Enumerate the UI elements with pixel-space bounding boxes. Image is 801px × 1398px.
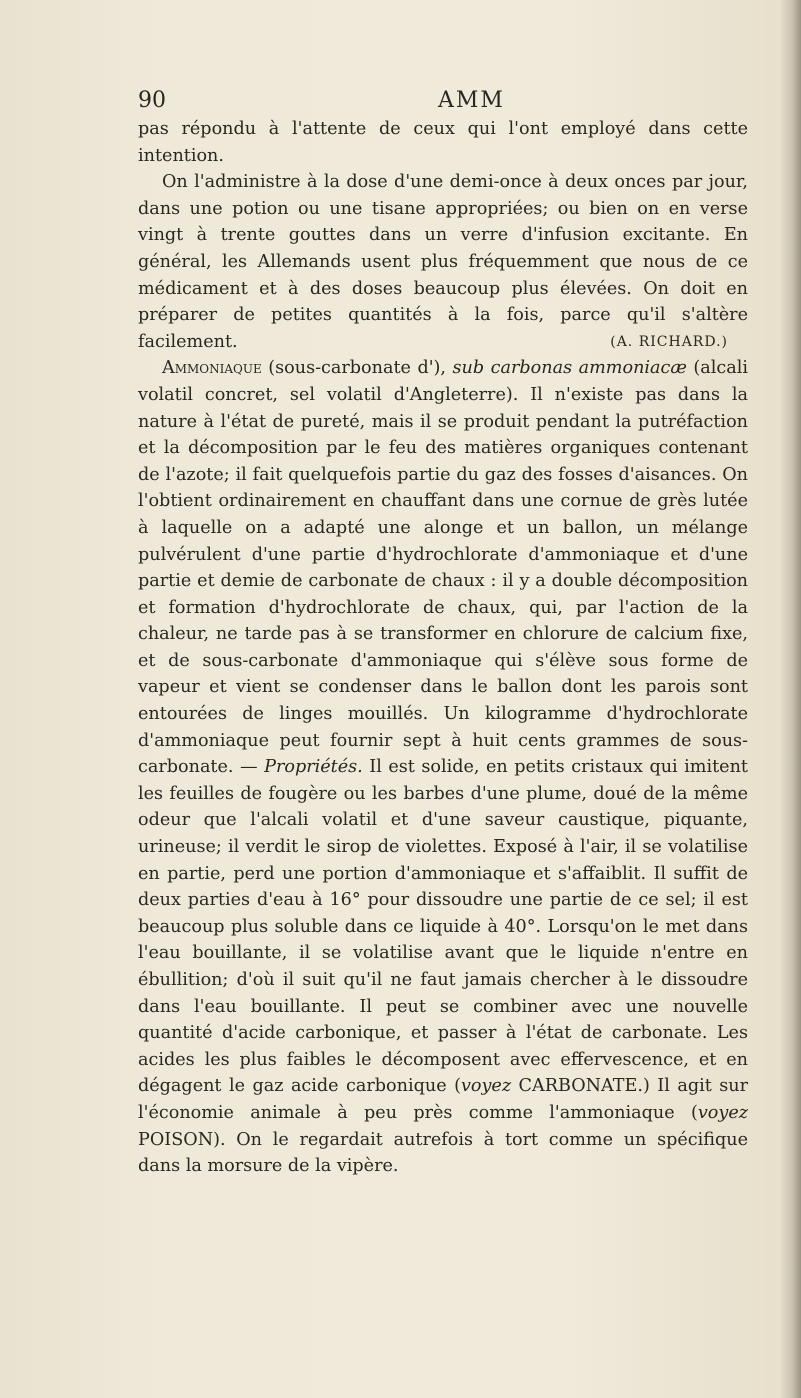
paragraph-dosage — [138, 169, 748, 355]
entry-term: Ammoniaque — [162, 358, 262, 379]
body-text — [138, 116, 748, 1180]
entry-text-d: ) Il agit sur l'économie animale à peu près comme l'ammoniaque ( — [138, 1076, 749, 1123]
entry-text-b: (alcali volatil concret, sel volatil d'Angleterre). Il n'existe pas dans la nature à l'état de pureté, mais il se produit pendant la putréfaction et la décomposition par le feu des matières organiques contenant de l'azote; il fait quelquefois partie du gaz des fosses d'aisances. On l'obtient ordinairement en chauffant dans une cornue de grès lutée à laquelle on a adapté une alonge et un ballon, un mélange pulvérulent d'une partie d'hydrochlorate d'ammoniaque et d'une partie et demie de carbonate de chaux : il y a double décomposition et formation d'hydrochlorate de chaux, qui, par l'action de la chaleur, ne tarde pas à se transformer en chlorure de calcium fixe, et de sous-carbonate d'ammoniaque qui s'élève sous forme de vapeur et vient se condenser dans le ballon dont les parois sont entourées de linges mouillés. Un kilogramme d'hydrochlorate d'ammoniaque peut fournir sept à huit cents grammes de sous-carbonate. — — [138, 358, 748, 778]
paragraph-continuation: pas répondu à l'attente de ceux qui l'ont employé dans cette intention. — [138, 119, 748, 166]
entry-latin-name: sub carbonas ammoniacæ — [452, 358, 687, 379]
page-number: 90 — [138, 88, 166, 113]
cross-ref-voyez-1: voyez — [460, 1076, 512, 1097]
running-head: AMM — [438, 88, 505, 113]
cross-ref-voyez-2: voyez — [697, 1102, 748, 1123]
entry-text-a: (sous-carbonate d'), — [261, 358, 453, 379]
cross-ref-carbonate: CARBONATE. — [511, 1076, 643, 1097]
page-edge-shadow — [779, 0, 801, 1398]
page-header — [138, 88, 758, 118]
author-signature: (A. RICHARD.) — [610, 333, 728, 350]
paragraph-dosage-text: On l'administre à la dose d'une demi-once à deux onces par jour, dans une potion ou une tisane appropriées; ou bien on en verse vingt à trente gouttes dans un verre d'infusion excitante. En général, les Allemands usent plus fréquemment que nous de ce médicament et à des doses beaucoup plus élevées. On doit en préparer de petites quantités à la fois, parce qu'il s'altère facilement. — [138, 172, 748, 352]
entry-text-c: Il est solide, en petits cristaux qui imitent les feuilles de fougère ou les barbes d'une plume, doué de la même odeur que l'alcali volatil et d'une saveur caustique, piquante, urineuse; il verdit le sirop de violettes. Exposé à l'air, il se volatilise en partie, perd une portion d'ammoniaque et s'affaiblit. Il suffit de deux parties d'eau à 16° pour dissoudre une partie de ce sel; il est beaucoup plus soluble dans ce liquide à 40°. Lorsqu'on le met dans l'eau bouillante, il se volatilise avant que le liquide n'entre en ébullition; d'où il suit qu'il ne faut jamais chercher à le dissoudre dans l'eau bouillante. Il peut se combiner avec une nouvelle quantité d'acide carbonique, et passer à l'état de carbonate. Les acides les plus faibles le décomposent avec effervescence, et en dégagent le gaz acide carbonique ( — [138, 757, 748, 1097]
entry-properties-heading: Propriétés. — [264, 757, 363, 778]
entry-text-e: ). On le regardait autrefois à tort comme un spécifique dans la morsure de la vipère. — [138, 1129, 748, 1177]
cross-ref-poison: POISON — [138, 1129, 214, 1150]
paragraph-entry-ammoniaque — [138, 355, 748, 1179]
